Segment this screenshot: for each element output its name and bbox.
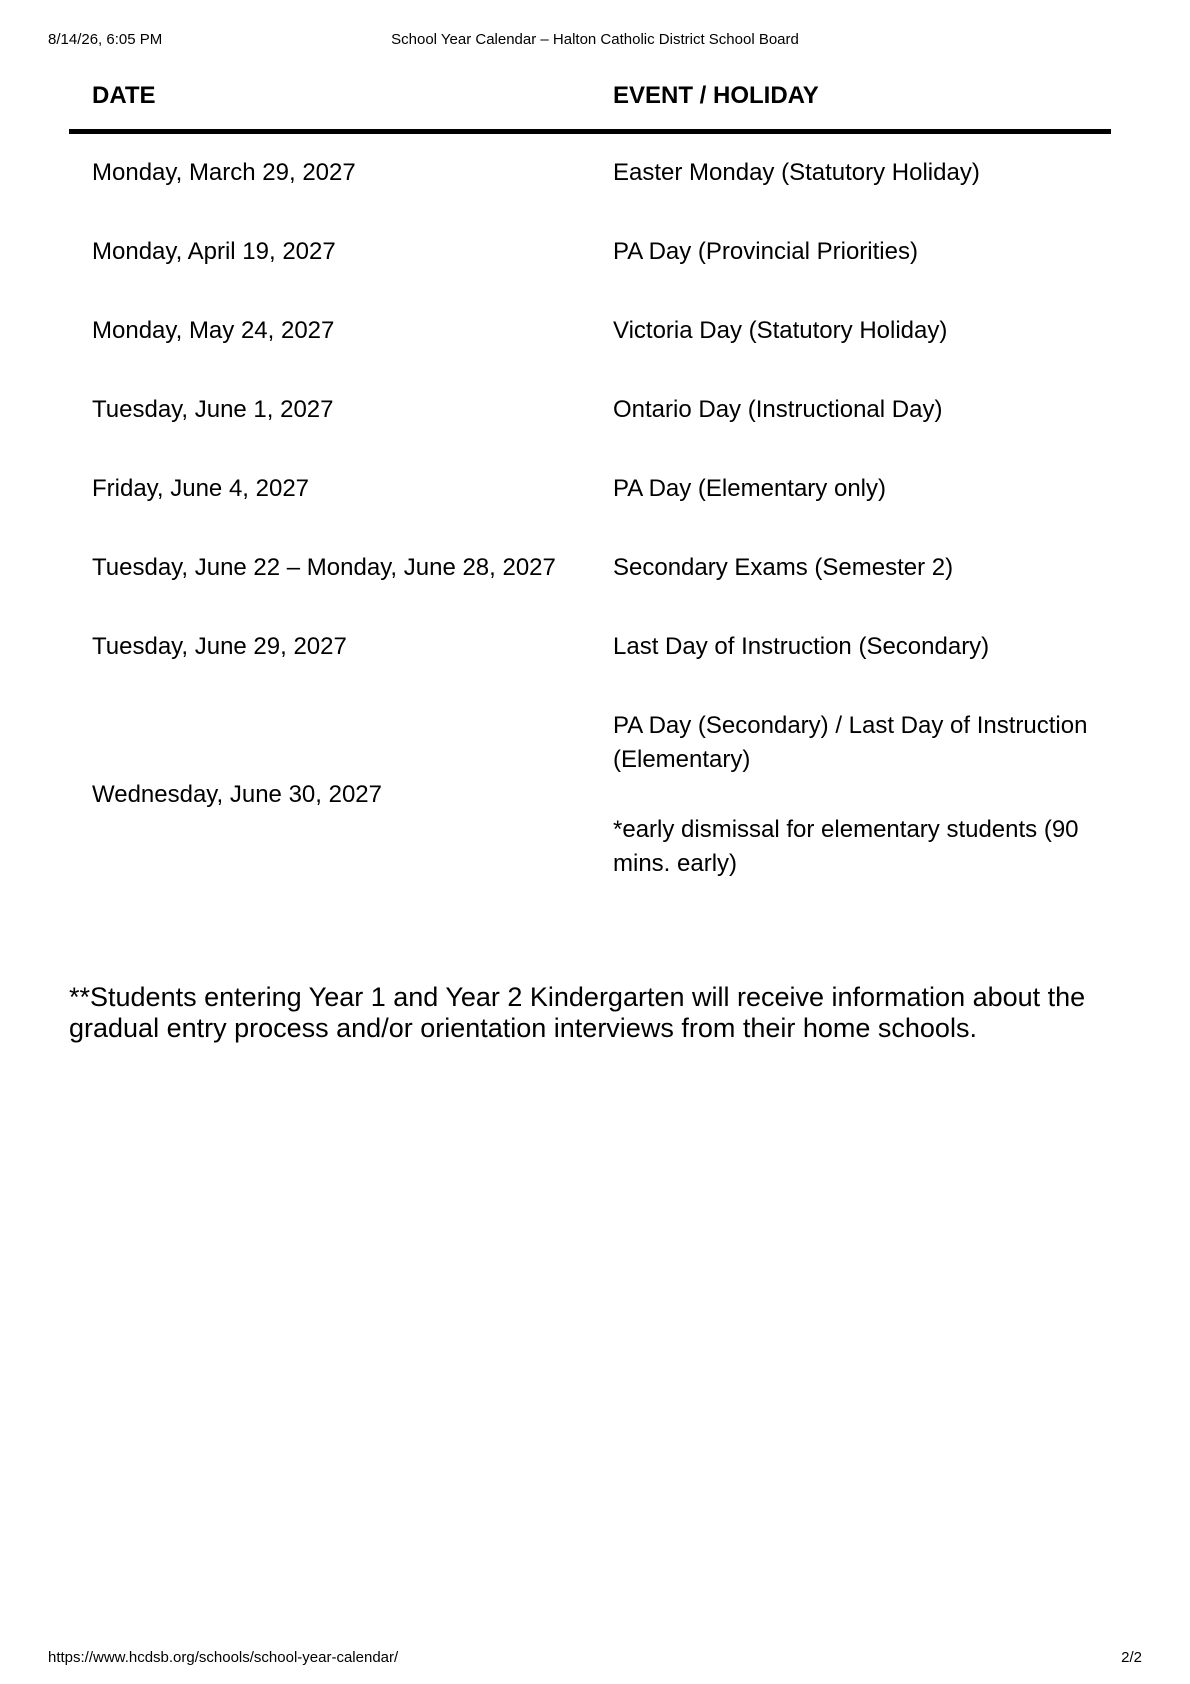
date-column-header: DATE: [69, 68, 590, 132]
event-text: Last Day of Instruction (Secondary): [613, 633, 990, 660]
date-cell: Monday, March 29, 2027: [92, 159, 356, 186]
event-text: Secondary Exams (Semester 2): [613, 554, 954, 581]
table-row: [69, 529, 1111, 608]
date-cell: Tuesday, June 29, 2027: [92, 633, 347, 660]
event-text: PA Day (Provincial Priorities): [613, 238, 918, 265]
table-row: [69, 687, 1111, 903]
date-cell: Monday, May 24, 2027: [92, 317, 335, 344]
table-row: [69, 213, 1111, 292]
date-cell: Wednesday, June 30, 2027: [92, 781, 382, 808]
event-text: Victoria Day (Statutory Holiday): [613, 317, 948, 344]
school-calendar-table: [69, 68, 1111, 903]
event-text: PA Day (Elementary only): [613, 475, 886, 502]
print-footer: [48, 1648, 1142, 1668]
event-text: Easter Monday (Statutory Holiday): [613, 159, 980, 186]
event-cell: [590, 213, 1111, 292]
table-row: [69, 371, 1111, 450]
event-cell: [590, 529, 1111, 608]
kindergarten-footnote: **Students entering Year 1 and Year 2 Kindergarten will receive information about the gradual entry process and/or orientation interviews from their home schools.: [69, 982, 1086, 1043]
event-cell: [590, 292, 1111, 371]
date-cell: Tuesday, June 22 – Monday, June 28, 2027: [92, 554, 556, 581]
print-page-number: 2/2: [1121, 1649, 1142, 1666]
event-cell: [590, 608, 1111, 687]
print-url: https://www.hcdsb.org/schools/school-year-calendar/: [48, 1649, 399, 1666]
event-column-header: EVENT / HOLIDAY: [590, 68, 1111, 132]
event-note: *early dismissal for elementary students (90 mins. early): [613, 816, 1079, 877]
date-cell: Tuesday, June 1, 2027: [92, 396, 334, 423]
event-cell: [590, 687, 1111, 903]
print-header: [48, 30, 1142, 50]
event-cell: [590, 132, 1111, 214]
print-page-title: School Year Calendar – Halton Catholic District School Board: [391, 31, 799, 48]
date-cell: Friday, June 4, 2027: [92, 475, 310, 502]
event-text: Ontario Day (Instructional Day): [613, 396, 943, 423]
table-row: [69, 608, 1111, 687]
table-header-row: [69, 68, 1111, 132]
date-cell: Monday, April 19, 2027: [92, 238, 336, 265]
event-cell: [590, 371, 1111, 450]
print-timestamp: 8/14/26, 6:05 PM: [48, 31, 163, 48]
event-cell: [590, 450, 1111, 529]
table-row: [69, 292, 1111, 371]
table-row: [69, 132, 1111, 214]
table-row: [69, 450, 1111, 529]
event-text: PA Day (Secondary) / Last Day of Instruction (Elementary): [613, 712, 1088, 773]
